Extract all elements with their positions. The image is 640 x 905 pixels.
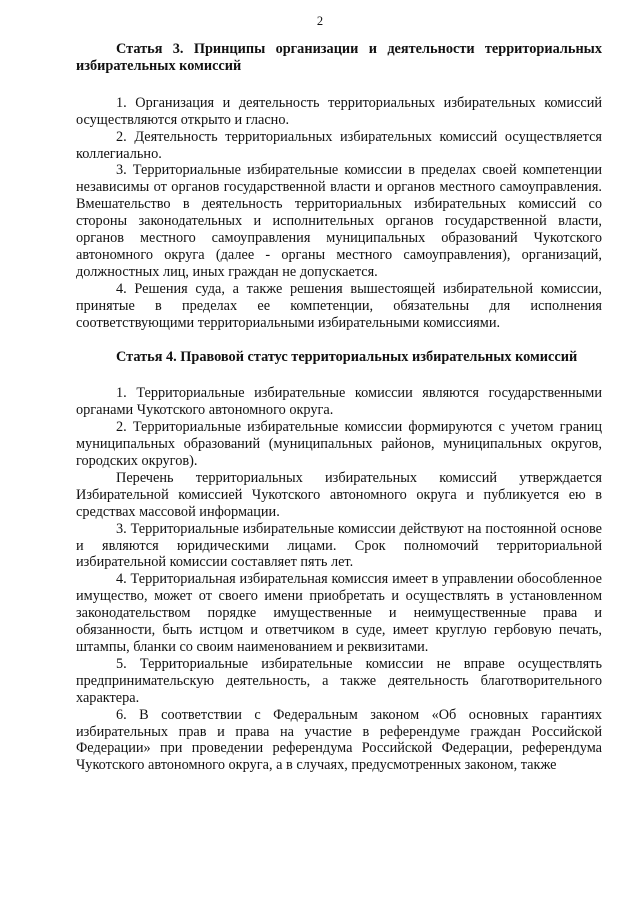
article-3-paragraph-1: 1. Организация и деятельность территориальных избирательных комиссий осуществляются открыто и гласно. xyxy=(76,94,602,128)
article-4-paragraph-1: 1. Территориальные избирательные комиссии являются государственными органами Чукотского автономного округа. xyxy=(76,385,602,419)
article-3-paragraph-3: 3. Территориальные избирательные комиссии в пределах своей компетенции независимы от органов государственной власти и органов местного самоуправления. Вмешательство в деятельность территориальных избирательных комиссий со стороны законодательных и исполнительных органов государственной власти, органов местного самоуправления муниципальных образований Чукотского автономного округа (далее - органы местного самоуправления), организаций, должностных лиц, иных граждан не допускается. xyxy=(76,162,602,280)
article-3-paragraph-2: 2. Деятельность территориальных избирательных комиссий осуществляется коллегиально. xyxy=(76,128,602,162)
article-3-paragraph-4: 4. Решения суда, а также решения вышестоящей избирательной комиссии, принятые в пределах ее компетенции, обязательны для исполнения соответствующими территориальными избирательными комиссиями. xyxy=(76,280,602,331)
article-4-paragraph-6: 6. В соответствии с Федеральным законом «Об основных гарантиях избирательных прав и права на участие в референдуме граждан Российской Федерации» при проведении референдума Российской Федерации, референдума Чукотского автономного округа, а в случаях, предусмотренных законом, также xyxy=(76,706,602,774)
article-4-paragraph-list-note: Перечень территориальных избирательных комиссий утверждается Избирательной комиссией Чукотского автономного округа и публикуется ею в средствах массовой информации. xyxy=(76,469,602,520)
article-4-paragraph-5: 5. Территориальные избирательные комиссии не вправе осуществлять предпринимательскую деятельность, а также деятельность благотворительного характера. xyxy=(76,655,602,706)
page-number: 2 xyxy=(316,14,324,28)
article-3-title: Статья 3. Принципы организации и деятельности территориальных избирательных комиссий xyxy=(76,41,602,74)
article-4-paragraph-2: 2. Территориальные избирательные комиссии формируются с учетом границ муниципальных образований (муниципальных районов, муниципальных округов, городских округов). xyxy=(76,419,602,470)
article-4-paragraph-4: 4. Территориальная избирательная комиссия имеет в управлении обособленное имущество, может от своего имени приобретать и осуществлять в установленном законодательством порядке имущественные и неимущественные права и обязанности, быть истцом и ответчиком в суде, имеет круглую гербовую печать, штампы, бланки со своим наименованием и реквизитами. xyxy=(76,571,602,655)
article-4-paragraph-3: 3. Территориальные избирательные комиссии действуют на постоянной основе и являются юридическими лицами. Срок полномочий территориальной избирательной комиссии составляет пять лет. xyxy=(76,520,602,571)
article-4-title: Статья 4. Правовой статус территориальных избирательных комиссий xyxy=(116,348,578,365)
document-body xyxy=(76,41,602,774)
